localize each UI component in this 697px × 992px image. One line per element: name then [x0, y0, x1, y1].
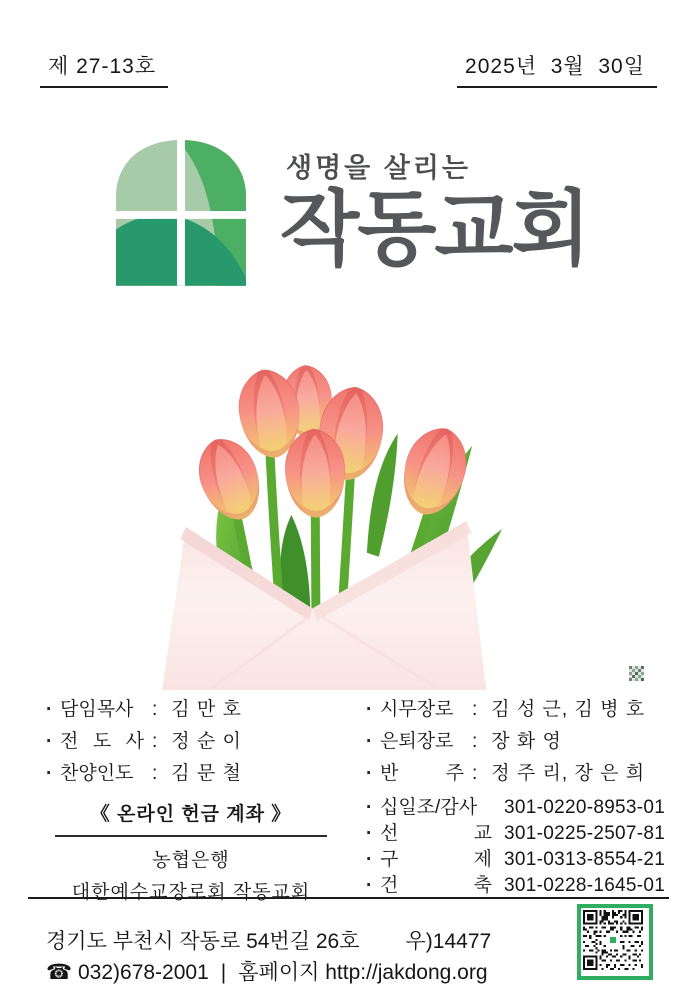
staff-name: 김 만 호 [171, 699, 242, 720]
staff-row-retired-elder: · 은퇴장로 : 장 화 영 [366, 726, 686, 758]
staff-name: 정 순 이 [171, 731, 242, 752]
bullet-icon: · [46, 763, 53, 784]
staff-label: 담임목사 [60, 699, 134, 720]
donation-divider [55, 835, 327, 837]
mini-qr-artifact-icon [629, 666, 644, 681]
account-number: 301-0225-2507-81 [504, 823, 666, 844]
staff-column-right [366, 694, 686, 790]
account-label: 구 제 [380, 849, 492, 870]
account-label: 선 교 [380, 823, 492, 844]
church-name: 작동교회 [280, 184, 589, 275]
postal-code: 우)14477 [405, 930, 492, 953]
homepage-url: 홈페이지 http://jakdong.org [238, 961, 488, 984]
account-number: 301-0228-1645-01 [504, 875, 666, 896]
staff-label: 찬양인도 [60, 763, 134, 784]
staff-label: 반 주 [380, 763, 464, 784]
church-address: 경기도 부천시 작동로 54번길 26호 [46, 930, 360, 953]
account-row-relief [366, 844, 686, 870]
issue-date: 2025년 3월 30일 [457, 50, 657, 88]
header [40, 50, 657, 88]
bullet-icon: · [366, 731, 373, 752]
account-label: 건 축 [380, 875, 492, 896]
phone-number: ☎ 032)678-2001 [46, 961, 209, 984]
account-numbers-section [366, 792, 686, 896]
bullet-icon: · [366, 699, 373, 720]
footer [46, 926, 491, 988]
staff-label: 시무장로 [380, 699, 454, 720]
footer-address-line [46, 926, 491, 957]
tulip-bouquet-image [149, 352, 549, 690]
staff-name: 김 성 근, 김 병 호 [491, 699, 646, 720]
online-donation-section [42, 799, 340, 904]
bullet-icon: · [366, 763, 373, 784]
staff-row-pastor: · 담임목사 : 김 만 호 [46, 694, 356, 726]
bullet-icon: · [46, 699, 53, 720]
homepage-qr-code [577, 904, 653, 980]
bullet-icon: · [366, 797, 373, 818]
staff-column-left [46, 694, 356, 790]
account-row-mission [366, 818, 686, 844]
bullet-icon: · [46, 731, 53, 752]
account-row-tithe [366, 792, 686, 818]
staff-row-serving-elders: · 시무장로 : 김 성 근, 김 병 호 [366, 694, 686, 726]
staff-name: 정 주 리, 장 은 희 [491, 763, 646, 784]
issue-number: 제 27-13호 [40, 50, 168, 88]
separator: | [220, 961, 227, 984]
staff-name: 김 문 철 [171, 763, 242, 784]
logo-text [280, 136, 589, 275]
bullet-icon: · [366, 875, 373, 896]
staff-label: 전 도 사 [60, 731, 144, 752]
footer-contact-line [46, 957, 491, 988]
donation-heading: 《 온라인 헌금 계좌 》 [90, 804, 292, 825]
staff-row-worship-leader: · 찬양인도 : 김 문 철 [46, 758, 356, 790]
church-logo [112, 136, 589, 286]
staff-row-evangelist: · 전 도 사 : 정 순 이 [46, 726, 356, 758]
account-label: 십일조/감사 [380, 797, 478, 818]
donation-bank: 농협은행 [152, 850, 230, 871]
account-number: 301-0220-8953-01 [504, 797, 666, 818]
bullet-icon: · [366, 823, 373, 844]
account-number: 301-0313-8554-21 [504, 849, 666, 870]
footer-divider [28, 897, 669, 899]
staff-name: 장 화 영 [491, 731, 562, 752]
donation-account-holder: 대한예수교장로회 작동교회 [71, 882, 311, 903]
bullet-icon: · [366, 849, 373, 870]
church-window-icon [112, 136, 250, 286]
staff-row-accompanists: · 반 주 : 정 주 리, 장 은 희 [366, 758, 686, 790]
staff-label: 은퇴장로 [380, 731, 454, 752]
account-row-building [366, 870, 686, 896]
logo-tagline: 생명을 살리는 [286, 153, 471, 183]
